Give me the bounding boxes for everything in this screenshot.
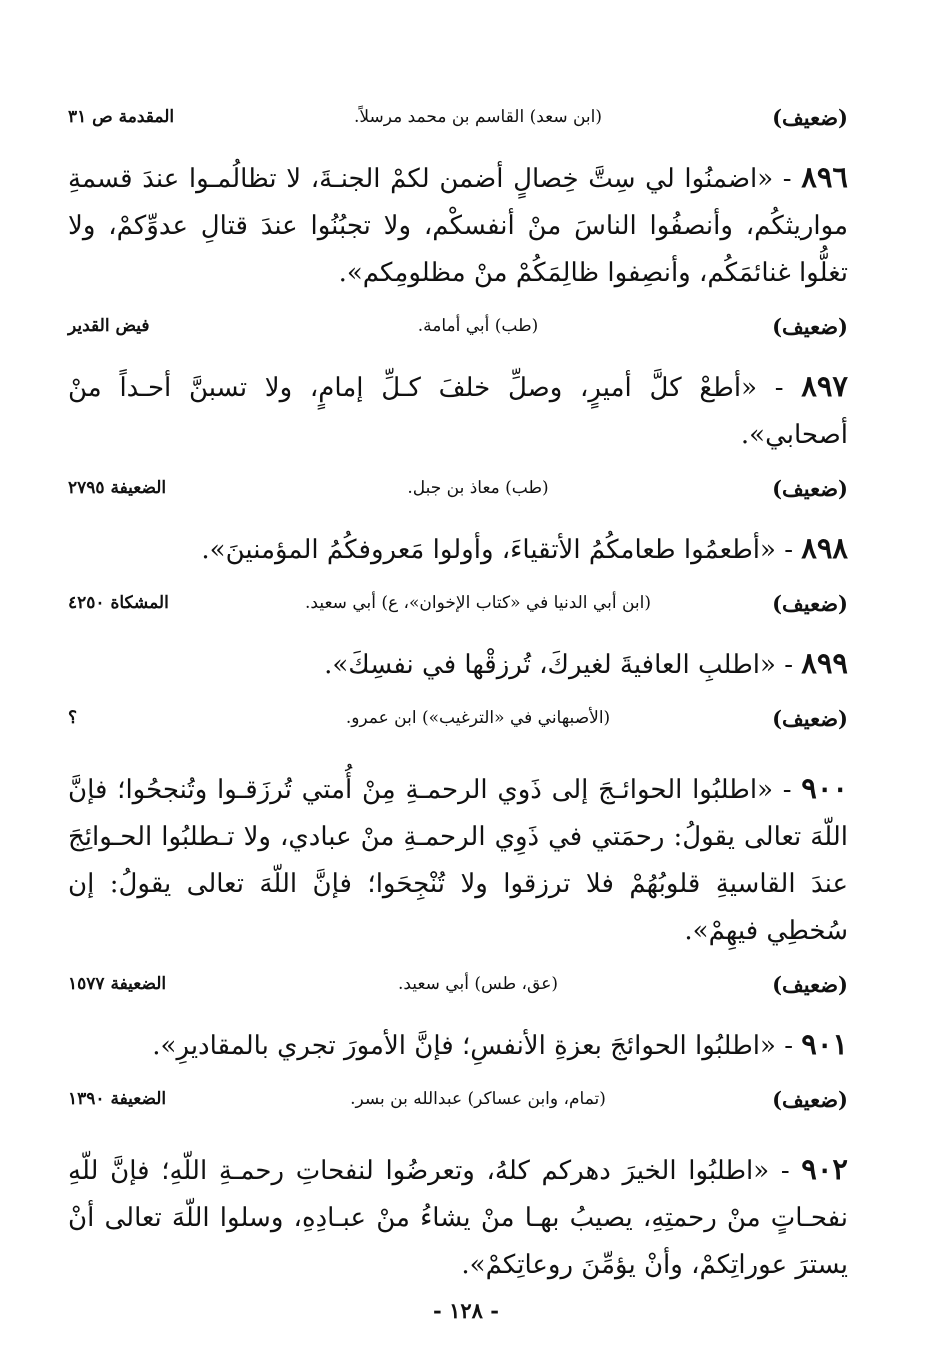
grade-row [68, 574, 848, 632]
hadith-text: «أطعْ كلَّ أميرٍ، وصلِّ خلفَ كـلِّ إمامٍ، ولا تسبنَّ أحـداً منْ أصحابي». [68, 373, 848, 450]
hadith-entry [68, 757, 848, 955]
grade-label: (ضعيف) [772, 971, 848, 997]
hadith-number: ٩٠٢ [801, 1152, 849, 1186]
hadith-entry [68, 517, 848, 574]
hadith-text: «أطعمُوا طعامكُمُ الأتقياءَ، وأولوا مَعروفكُمُ المؤمنينَ». [201, 535, 776, 565]
hadith-reference: الضعيفة ١٣٩٠ [68, 1089, 167, 1109]
grade-row [68, 88, 848, 146]
hadith-number: ٨٩٧ [801, 369, 848, 403]
hadith-number: ٨٩٩ [801, 646, 848, 680]
hadith-dash: - [775, 535, 793, 565]
hadith-text: «اطلبُوا الحوائجَ بعزةِ الأنفسِ؛ فإنَّ الأمورَ تجري بالمقاديرِ». [152, 1031, 776, 1061]
hadith-entry [68, 1138, 848, 1289]
grade-label: (ضعيف) [772, 1086, 848, 1112]
hadith-reference: المشكاة ٤٢٥٠ [68, 593, 169, 613]
page-number: - ١٢٨ - [433, 1298, 499, 1323]
hadith-reference: المقدمة ص ٣١ [68, 107, 175, 127]
hadith-entry [68, 1013, 848, 1070]
grade-label: (ضعيف) [772, 313, 848, 339]
hadith-dash: - [775, 1031, 793, 1061]
grade-label: (ضعيف) [772, 590, 848, 616]
hadith-entry [68, 355, 848, 459]
hadith-reference: الضعيفة ١٥٧٧ [68, 974, 167, 994]
grade-row [68, 1070, 848, 1128]
hadith-dash: - [769, 1156, 790, 1186]
grade-label: (ضعيف) [772, 104, 848, 130]
hadith-text: «اطلبِ العافيةَ لغيركَ، تُرزقْها في نفسِكَ». [324, 650, 776, 680]
hadith-text: «اضمنُوا لي سِتَّ خِصالٍ أضمن لكمْ الجنـةَ، لا تظالُمـوا عندَ قسمةِ مواريثكُم، وأنصفُوا الناسَ منْ أنفسكْم، ولا تجبُنُوا عندَ قتالِ عدوِّكمْ، ولا تغلُّوا غنائمَكُم، وأنصِفوا ظالِمَكُمْ منْ مظلومِكم». [68, 164, 848, 288]
hadith-source: (عق، طس) أبي سعيد. [397, 974, 558, 994]
grade-row [68, 297, 848, 355]
hadith-entry [68, 146, 848, 297]
grade-row [68, 689, 848, 747]
hadith-page [68, 88, 848, 1289]
hadith-number: ٩٠٠ [801, 771, 848, 805]
hadith-source: (ابن أبي الدنيا في «كتاب الإخوان»، ع) أبي سعيد. [305, 593, 651, 613]
hadith-reference: فيض القدير [68, 316, 150, 336]
hadith-reference: الضعيفة ٢٧٩٥ [68, 478, 167, 498]
hadith-text: «اطلبُوا الحوائـجَ إلى ذَوي الرحمـةِ مِنْ أُمتي تُرزَقـوا وتُنجحُوا؛ فإنَّ اللّهَ تعالى يقولُ: رحمَتي في ذَوِي الرحمـةِ منْ عبادي، ولا تـطلبُوا الحـوائِجَ عندَ القاسيةِ قلوبُهُمْ فلا ترزقوا ولا تُنْجِحَوا؛ فإنَّ اللّهَ تعالى يقولُ: إن سُخطِي فيهِمْ». [68, 775, 848, 946]
hadith-number: ٨٩٨ [801, 531, 848, 565]
hadith-dash: - [773, 775, 792, 805]
grade-row [68, 459, 848, 517]
hadith-number: ٨٩٦ [801, 160, 848, 194]
hadith-source: (الأصبهاني في «الترغيب») ابن عمرو. [345, 708, 611, 728]
hadith-dash: - [775, 650, 793, 680]
hadith-source: (ابن سعد) القاسم بن محمد مرسلاً. [353, 107, 603, 127]
hadith-reference: ؟ [68, 708, 78, 728]
grade-label: (ضعيف) [772, 475, 848, 501]
hadith-source: (طب) معاذ بن جبل. [407, 478, 549, 498]
hadith-source: (طب) أبي أمامة. [417, 316, 539, 336]
hadith-text: «اطلبُوا الخيرَ دهركم كلهُ، وتعرضُوا لنفحاتِ رحمـةِ اللّهِ؛ فإنَّ للّهِ نفحـاتٍ منْ رحمتِهِ، يصيبُ بهـا منْ يشاءُ منْ عبـادِهِ، وسلوا اللّهَ تعالى أنْ يسترَ عوراتِكمْ، وأنْ يؤمِّنَ روعاتِكمْ». [68, 1156, 848, 1280]
hadith-number: ٩٠١ [801, 1027, 848, 1061]
hadith-dash: - [773, 164, 792, 194]
hadith-dash: - [756, 373, 784, 403]
grade-label: (ضعيف) [772, 705, 848, 731]
spacer [68, 1128, 848, 1138]
hadith-source: (تمام، وابن عساكر) عبدالله بن بسر. [350, 1089, 606, 1109]
hadith-entry [68, 632, 848, 689]
spacer [68, 747, 848, 757]
grade-row [68, 955, 848, 1013]
